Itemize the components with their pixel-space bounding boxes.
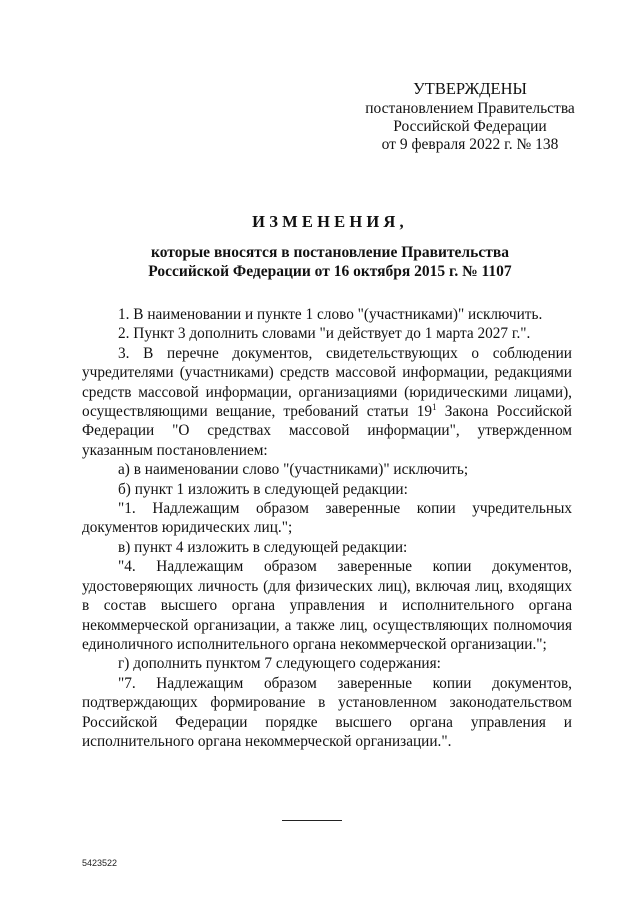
paragraph-1: 1. В наименовании и пункте 1 слово "(участниками)" исключить. bbox=[118, 306, 543, 323]
subparagraph-b-quote: "1. Надлежащим образом заверенные копии учредительных документов юридических лиц."; bbox=[82, 500, 572, 537]
document-title bbox=[80, 212, 580, 281]
paragraph-2: 2. Пункт 3 дополнить словами "и действует до 1 марта 2027 г.". bbox=[118, 325, 531, 343]
approval-stamp bbox=[350, 80, 590, 154]
paragraph-3-part-b: Закона Российской Федерации "О средствах массовой информации", утвержденном указанным постановлением: bbox=[82, 403, 572, 459]
subparagraph-g-quote: "7. Надлежащим образом заверенные копии документов, подтверждающих формирование в установленном законодательством Российской Федерации порядке высшего органа управления и исполнительного органа некоммерческой организации.". bbox=[82, 674, 572, 750]
title-sub-line-2: Российской Федерации от 16 октября 2015 г. № 1107 bbox=[148, 263, 512, 280]
approval-line-2: Российской Федерации bbox=[393, 118, 547, 135]
document-number: 5423522 bbox=[82, 858, 118, 868]
article-superscript: 1 bbox=[432, 402, 437, 413]
subparagraph-b: б) пункт 1 изложить в следующей редакции: bbox=[118, 480, 408, 498]
end-divider bbox=[282, 820, 342, 821]
approved-heading: УТВЕРЖДЕНЫ bbox=[413, 79, 527, 98]
paragraph-3-part-a: 3. В перечне документов, свидетельствующих о соблюдении учредителями (участниками) средств массовой информации, редакциями средств массовой информации, организациями (юридическими лицами), осуществляющими вещание, требований статьи 19 bbox=[82, 344, 572, 421]
subparagraph-v: в) пункт 4 изложить в следующей редакции: bbox=[118, 538, 408, 556]
approval-line-1: постановлением Правительства bbox=[365, 100, 575, 117]
approval-line-3: от 9 февраля 2022 г. № 138 bbox=[381, 136, 559, 153]
paragraph-3 bbox=[82, 344, 572, 460]
title-sub-line-1: которые вносятся в постановление Правительства bbox=[151, 244, 509, 261]
subparagraph-v-quote: "4. Надлежащим образом заверенные копии документов, удостоверяющих личность (для физических лиц), включая лиц, входящих в состав высшего органа управления и исполнительного органа некоммерческой организации, а также лиц, осуществляющих полномочия единоличного исполнительного органа некоммерческой организации."; bbox=[82, 558, 572, 653]
title-main: ИЗМЕНЕНИЯ, bbox=[252, 212, 408, 231]
subparagraph-a: а) в наименовании слово "(участниками)" исключить; bbox=[118, 461, 469, 479]
subparagraph-g: г) дополнить пунктом 7 следующего содержания: bbox=[118, 655, 441, 673]
document-body bbox=[82, 305, 572, 751]
